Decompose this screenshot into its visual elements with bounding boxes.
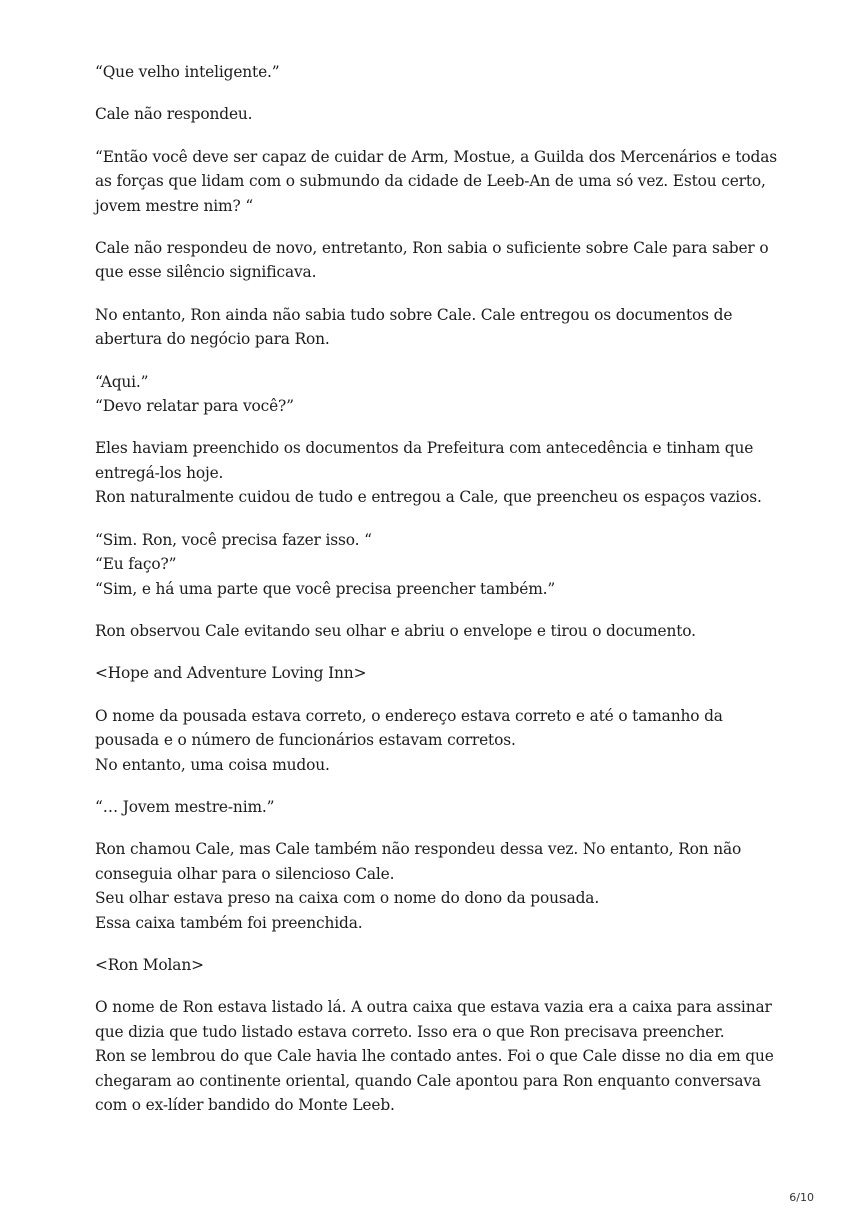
text-line: “Sim. Ron, você precisa fazer isso. “ (95, 530, 372, 549)
document-body (95, 60, 785, 1135)
text-line: Eles haviam preenchido os documentos da Prefeitura com antecedência e tinham que (95, 439, 754, 458)
text-line: pousada e o número de funcionários estavam corretos. (95, 731, 516, 750)
text-line: chegaram ao continente oriental, quando Cale apontou para Ron enquanto conversava (95, 1071, 761, 1090)
text-line: abertura do negócio para Ron. (95, 330, 330, 349)
text-line: “… Jovem mestre-nim.” (95, 797, 275, 816)
text-line: “Sim, e há uma parte que você precisa preencher também.” (95, 579, 556, 598)
text-line: “Então você deve ser capaz de cuidar de Arm, Mostue, a Guilda dos Mercenários e todas (95, 147, 778, 166)
paragraph (95, 303, 785, 352)
paragraph (95, 370, 785, 419)
text-line: com o ex-líder bandido do Monte Leeb. (95, 1096, 395, 1114)
text-line: as forças que lidam com o submundo da cidade de Leeb-An de uma só vez. Estou certo, (95, 172, 766, 191)
paragraph (95, 619, 785, 643)
paragraph (95, 837, 785, 935)
text-line: jovem mestre nim? “ (95, 196, 254, 215)
text-line: “Que velho inteligente.” (95, 63, 280, 81)
paragraph (95, 145, 785, 218)
text-line: Ron naturalmente cuidou de tudo e entregou a Cale, que preencheu os espaços vazios. (95, 488, 762, 507)
text-line: O nome de Ron estava listado lá. A outra caixa que estava vazia era a caixa para assinar (95, 998, 772, 1017)
paragraph (95, 953, 785, 977)
text-line: Ron chamou Cale, mas Cale também não respondeu dessa vez. No entanto, Ron não (95, 840, 742, 859)
text-line: que esse silêncio significava. (95, 263, 317, 282)
text-line: “Devo relatar para você?” (95, 397, 294, 416)
text-line: Cale não respondeu. (95, 105, 253, 124)
text-line: <Ron Molan> (95, 955, 204, 974)
page-number: 6/10 (789, 1191, 814, 1204)
text-line: No entanto, Ron ainda não sabia tudo sobre Cale. Cale entregou os documentos de (95, 305, 733, 324)
text-line: Ron se lembrou do que Cale havia lhe contado antes. Foi o que Cale disse no dia em que (95, 1047, 774, 1066)
paragraph (95, 661, 785, 685)
text-line: que dizia que tudo listado estava correto. Isso era o que Ron precisava preencher. (95, 1022, 725, 1041)
paragraph (95, 795, 785, 819)
text-line: Seu olhar estava preso na caixa com o nome do dono da pousada. (95, 889, 600, 908)
paragraph (95, 995, 785, 1117)
paragraph (95, 236, 785, 285)
text-line: conseguia olhar para o silencioso Cale. (95, 864, 395, 883)
paragraph (95, 60, 785, 84)
text-line: Essa caixa também foi preenchida. (95, 913, 363, 932)
text-line: entregá-los hoje. (95, 463, 224, 482)
paragraph (95, 436, 785, 509)
text-line: <Hope and Adventure Loving Inn> (95, 664, 367, 683)
paragraph (95, 102, 785, 126)
text-line: Cale não respondeu de novo, entretanto, Ron sabia o suficiente sobre Cale para saber o (95, 239, 769, 258)
text-line: “Eu faço?” (95, 555, 177, 574)
text-line: O nome da pousada estava correto, o endereço estava correto e até o tamanho da (95, 706, 723, 725)
text-line: “Aqui.” (95, 372, 149, 391)
text-line: Ron observou Cale evitando seu olhar e abriu o envelope e tirou o documento. (95, 621, 696, 640)
paragraph (95, 528, 785, 601)
text-line: No entanto, uma coisa mudou. (95, 755, 330, 774)
paragraph (95, 704, 785, 777)
